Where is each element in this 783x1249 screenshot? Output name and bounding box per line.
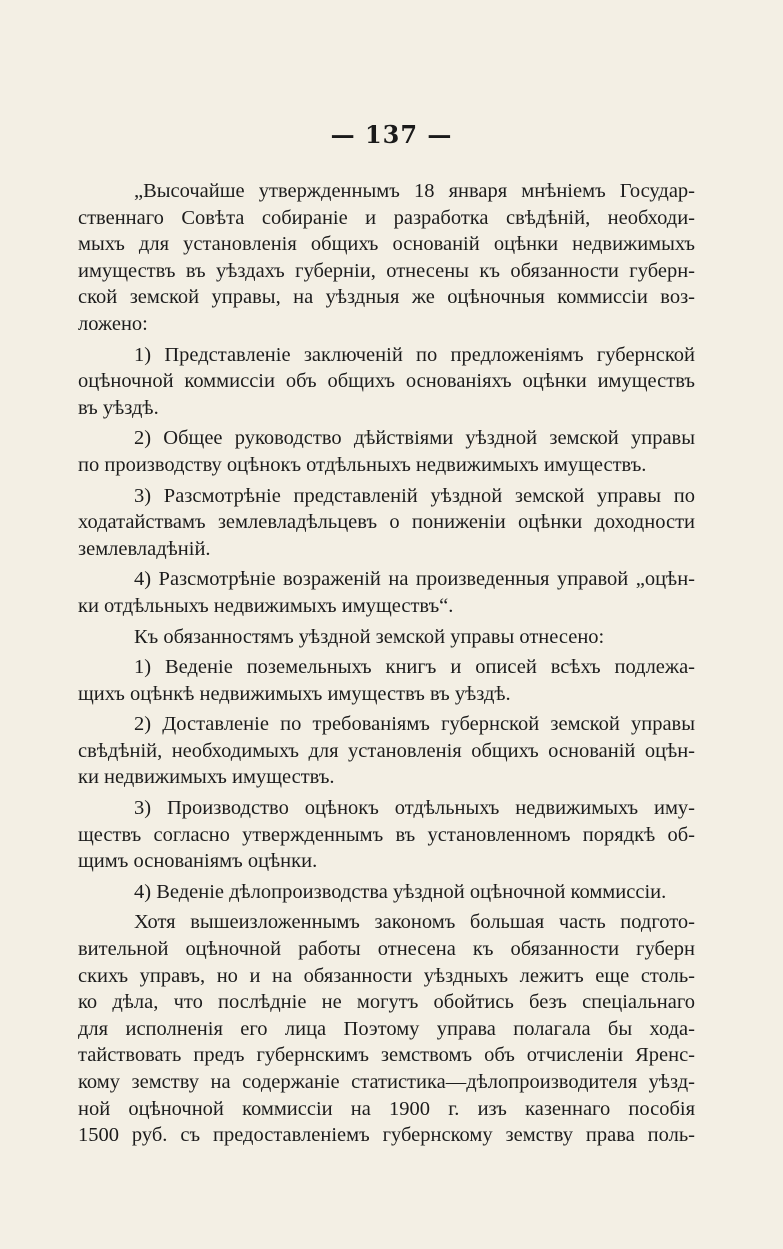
text-line: 2) Доставленіе по требованіямъ губернской земской управы	[134, 713, 695, 736]
text-line: щимъ основаніямъ оцѣнки.	[78, 850, 318, 873]
text-line: тайствовать предъ губернскимъ земствомъ объ отчисленіи Яренс-	[78, 1044, 695, 1067]
text-line: вительной оцѣночной работы отнесена къ обязанности губерн	[78, 938, 695, 961]
text-line: 4) Разсмотрѣніе возраженій на произведенныя управой „оцѣн-	[134, 568, 695, 591]
text-line: оцѣночной коммиссіи объ общихъ основаніяхъ оцѣнки имуществъ	[78, 370, 695, 393]
text-line: 1) Веденіе поземельныхъ книгъ и описей всѣхъ подлежа-	[134, 656, 695, 679]
text-line: для исполненія его лица Поэтому управа полагала бы хода-	[78, 1017, 695, 1040]
text-line: ложено:	[78, 312, 148, 335]
text-line: „Высочайше утвержденнымъ 18 января мнѣніемъ Государ-	[134, 180, 695, 202]
text-line: ществъ согласно утвержденнымъ въ установленномъ порядкѣ об-	[78, 823, 695, 846]
text-line: свѣдѣній, необходимыхъ для установленія общихъ основаній оцѣн-	[78, 739, 695, 762]
text-line: 1) Представленіе заключеній по предложеніямъ губернской	[134, 343, 695, 366]
text-line: мыхъ для установленія общихъ основаній оцѣнки недвижимыхъ	[78, 233, 695, 256]
page-number: — 137 —	[330, 120, 453, 149]
text-line: землевладѣній.	[78, 537, 211, 560]
text-line: 3) Разсмотрѣніе представленій уѣздной земской управы по	[134, 484, 695, 507]
text-line: 3) Производство оцѣнокъ отдѣльныхъ недвижимыхъ иму-	[134, 797, 695, 820]
text-line: ной оцѣночной коммиссіи на 1900 г. изъ казеннаго пособія	[78, 1097, 695, 1120]
text-line: щихъ оцѣнкѣ недвижимыхъ имуществъ въ уѣздѣ.	[78, 682, 511, 705]
text-line: по производству оцѣнокъ отдѣльныхъ недвижимыхъ имуществъ.	[78, 453, 647, 476]
text-line: ственнаго Совѣта собираніе и разработка свѣдѣній, необходи-	[78, 206, 695, 229]
text-line: ки недвижимыхъ имуществъ.	[78, 766, 335, 789]
text-line: 4) Веденіе дѣлопроизводства уѣздной оцѣночной коммиссіи.	[134, 880, 667, 903]
text-line: ходатайствамъ землевладѣльцевъ о пониженіи оцѣнки доходности	[78, 511, 695, 534]
text-line: 1500 руб. съ предоставленіемъ губернскому земству права поль-	[78, 1124, 695, 1147]
text-line: ки отдѣльныхъ недвижимыхъ имуществъ“.	[78, 594, 454, 617]
text-line: скихъ управъ, но и на обязанности уѣздныхъ лежитъ еще столь-	[78, 964, 695, 987]
text-line: Къ обязанностямъ уѣздной земской управы отнесено:	[134, 625, 605, 648]
text-line: 2) Общее руководство дѣйствіями уѣздной земской управы	[134, 427, 695, 450]
text-line: ко дѣла, что послѣдніе не могутъ обойтись безъ спеціальнаго	[78, 991, 695, 1014]
text-line: имуществъ въ уѣздахъ губерніи, отнесены къ обязанности губерн-	[78, 259, 695, 282]
text-line: Хотя вышеизложеннымъ закономъ большая часть подгото-	[134, 911, 695, 934]
body-text	[78, 178, 695, 1149]
text-line: въ уѣздѣ.	[78, 396, 159, 419]
text-line: кому земству на содержаніе статистика—дѣлопроизводителя уѣзд-	[78, 1071, 695, 1093]
text-line: ской земской управы, на уѣздныя же оцѣночныя коммиссіи воз-	[78, 286, 695, 309]
